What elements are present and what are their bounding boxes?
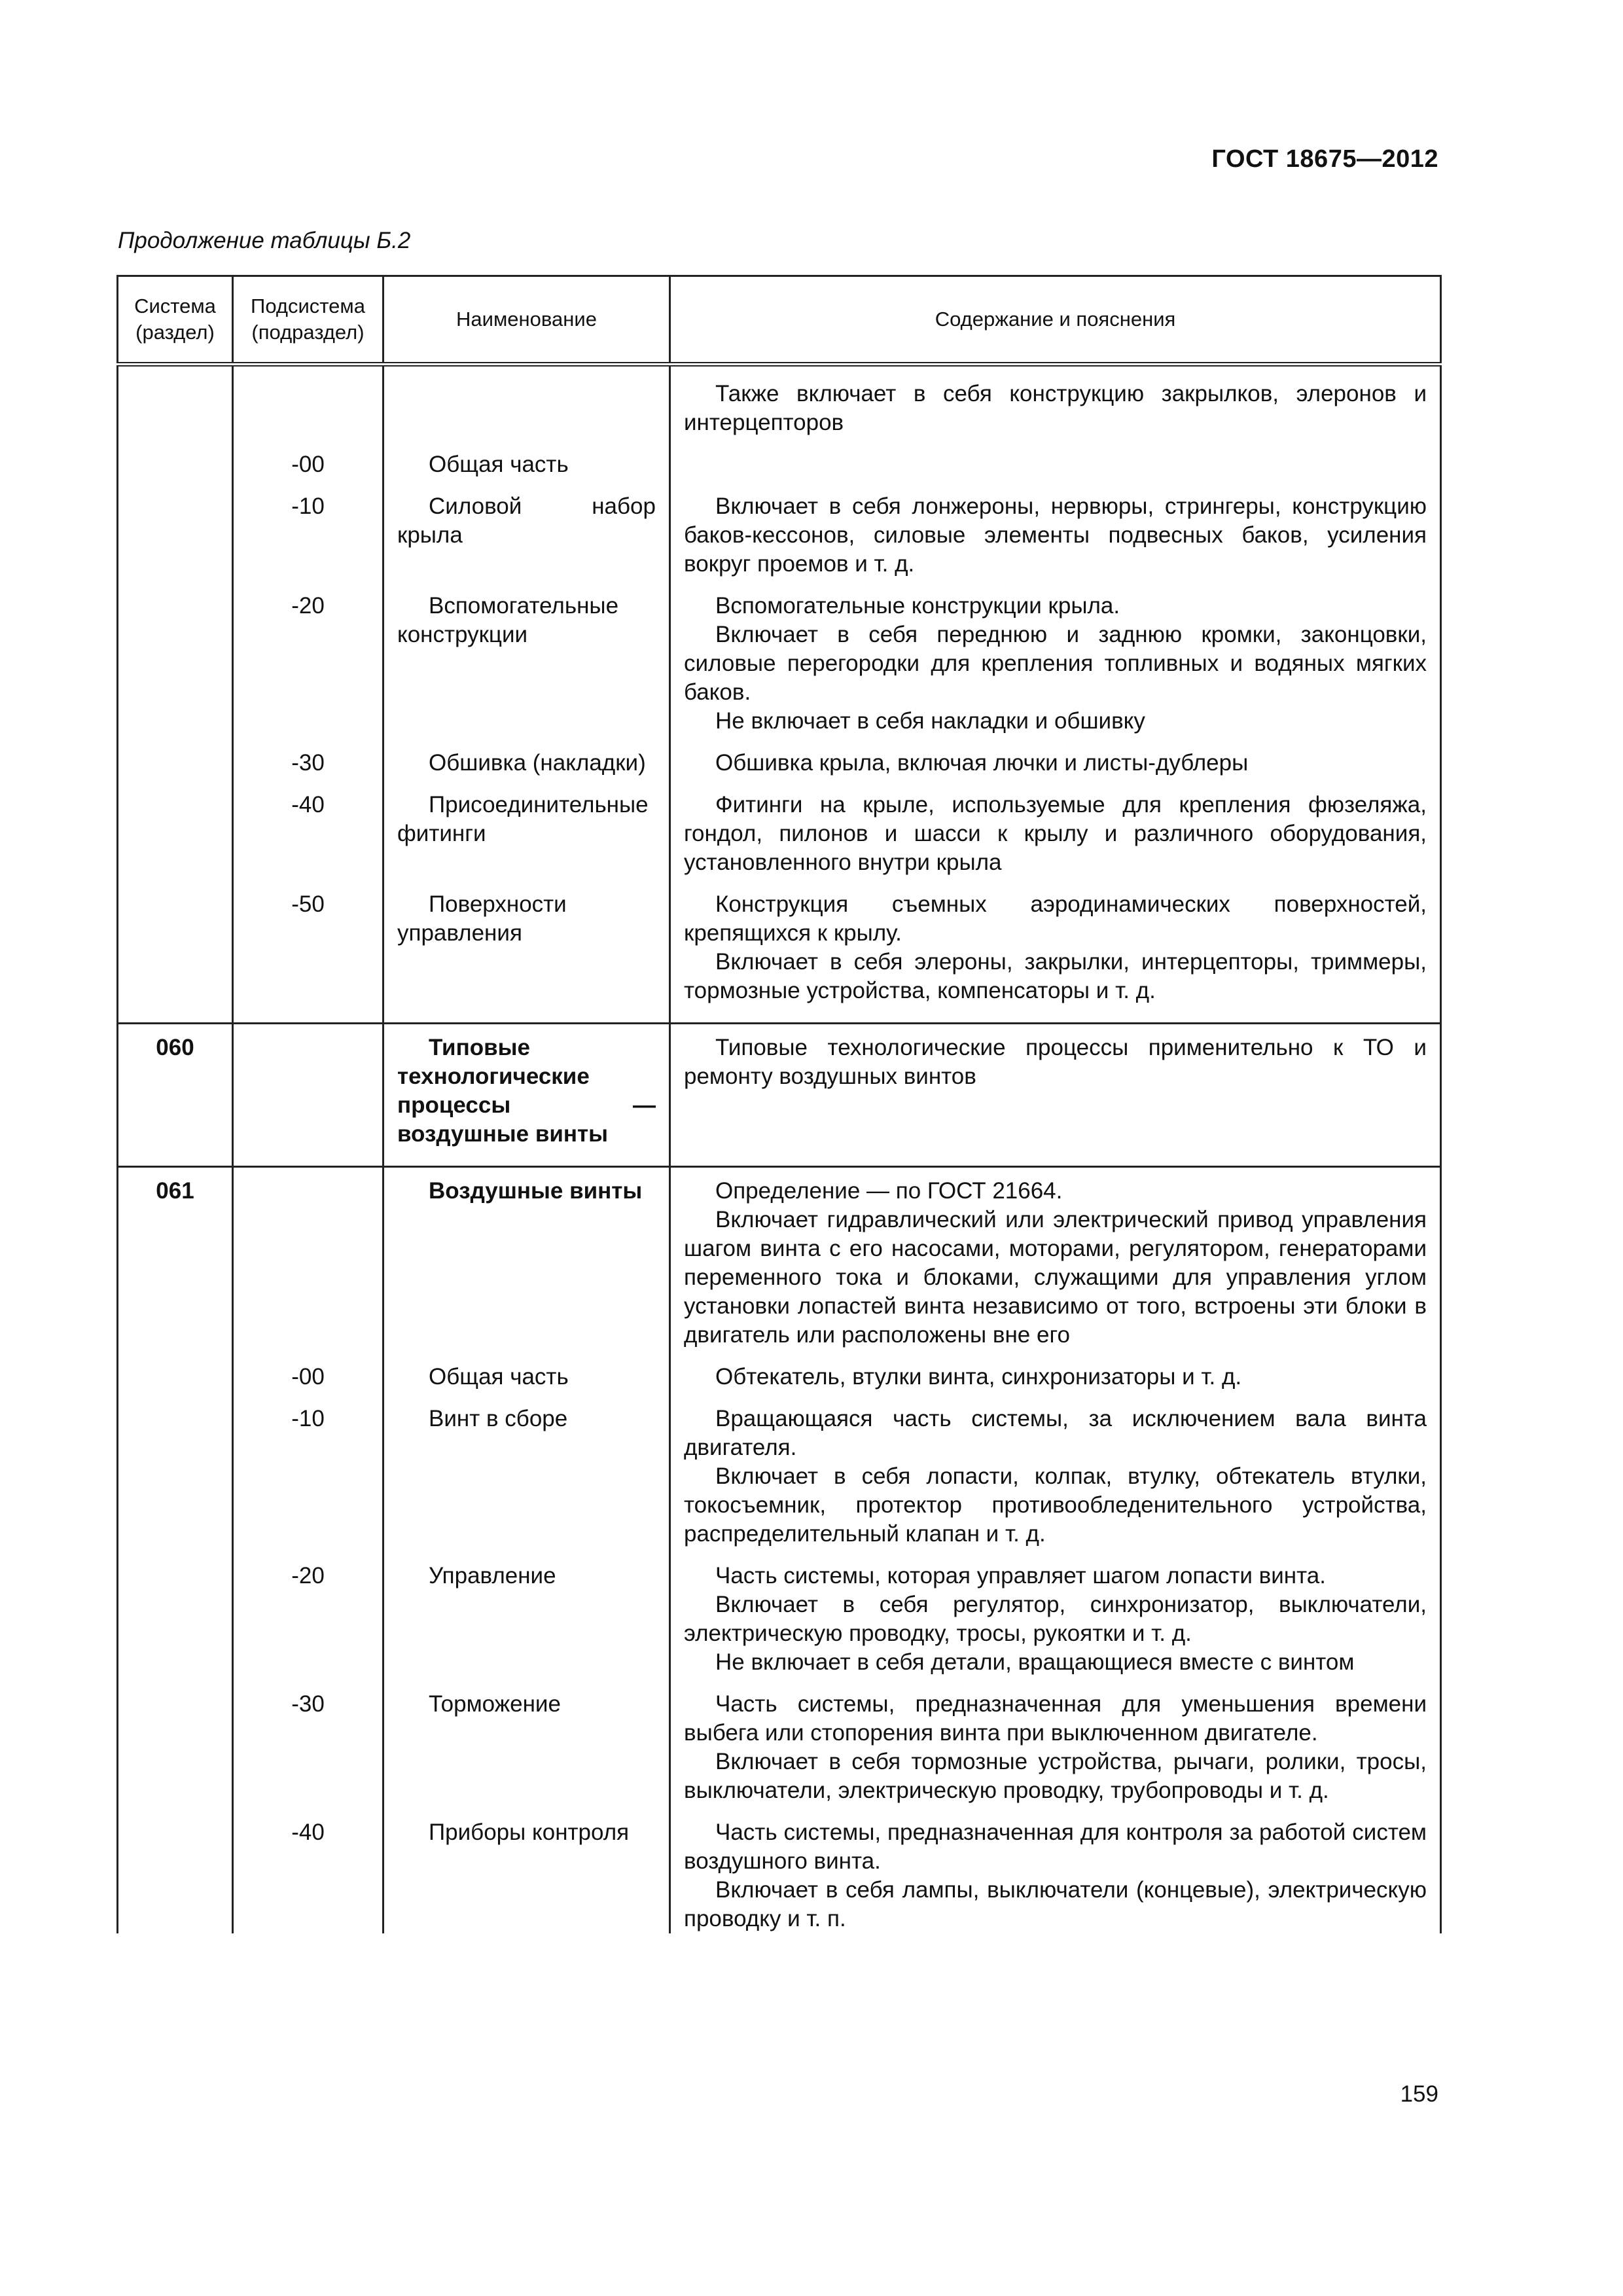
table-header-row <box>118 276 1441 365</box>
content-paragraph: Включает в себя регулятор, синхронизатор, выключатели, электрическую проводку, тросы, рукоятки и т. д. <box>684 1592 1427 1646</box>
table-row <box>118 1167 1441 1350</box>
cell-system: 060 <box>118 1024 233 1167</box>
name-text: Обшивка (накладки) <box>429 750 646 776</box>
cell-content <box>670 1391 1441 1549</box>
cell-subsystem <box>233 365 383 438</box>
cell-subsystem: -20 <box>233 1549 383 1677</box>
cell-subsystem: -30 <box>233 736 383 778</box>
content-paragraph: Вращающаяся часть системы, за исключением вала винта двигателя. <box>684 1406 1427 1460</box>
cell-system: 061 <box>118 1167 233 1350</box>
cell-system <box>118 579 233 736</box>
cell-system <box>118 1391 233 1549</box>
cell-name <box>383 1677 670 1805</box>
table-row <box>118 437 1441 479</box>
page-number: 159 <box>1400 2081 1438 2107</box>
cell-name <box>383 479 670 579</box>
content-paragraph: Включает гидравлический или электрический привод управления шагом винта с его насосами, моторами, регулятором, генераторами переменного тока и блоками, служащими для управления углом установки лопастей винта независимо от того, встроены эти блоки в двигатель или расположены вне его <box>684 1207 1427 1348</box>
cell-name <box>383 1549 670 1677</box>
name-text: Общая часть <box>429 1364 569 1390</box>
cell-system <box>118 1350 233 1391</box>
cell-name <box>383 365 670 438</box>
content-paragraph: Определение — по ГОСТ 21664. <box>715 1178 1063 1204</box>
document-code: ГОСТ 18675—2012 <box>1211 145 1438 173</box>
content-paragraph: Включает в себя лопасти, колпак, втулку, обтекатель втулки, токосъемник, протектор противообледенительного устройства, распределительный клапан и т. д. <box>684 1463 1427 1547</box>
content-paragraph: Типовые технологические процессы применительно к ТО и ремонту воздушных винтов <box>684 1035 1427 1089</box>
cell-name <box>383 1024 670 1167</box>
cell-system <box>118 877 233 1024</box>
cell-subsystem <box>233 1167 383 1350</box>
cell-name <box>383 437 670 479</box>
table-row <box>118 1549 1441 1677</box>
cell-content <box>670 579 1441 736</box>
table-row <box>118 1350 1441 1391</box>
content-paragraph: Обшивка крыла, включая лючки и листы-дублеры <box>715 750 1249 776</box>
cell-subsystem: -20 <box>233 579 383 736</box>
content-paragraph: Включает в себя элероны, закрылки, интерцепторы, триммеры, тормозные устройства, компенсаторы и т. д. <box>684 949 1427 1003</box>
name-text: Вспомогательные конструкции <box>397 593 619 647</box>
cell-name <box>383 1350 670 1391</box>
content-paragraph: Не включает в себя накладки и обшивку <box>715 708 1145 734</box>
cell-system <box>118 1549 233 1677</box>
column-header-content: Содержание и пояснения <box>670 276 1441 365</box>
column-header-system: Система (раздел) <box>118 276 233 365</box>
table-caption: Продолжение таблицы Б.2 <box>118 228 411 253</box>
column-header-subsystem: Подсистема (подраздел) <box>233 276 383 365</box>
content-paragraph: Конструкция съемных аэродинамических поверхностей, крепящихся к крылу. <box>684 891 1427 946</box>
cell-content <box>670 877 1441 1024</box>
content-paragraph: Также включает в себя конструкцию закрылков, элеронов и интерцепторов <box>684 381 1427 435</box>
content-paragraph: Вспомогательные конструкции крыла. <box>715 593 1120 619</box>
content-paragraph: Включает в себя лонжероны, нервюры, стрингеры, конструкцию баков-кессонов, силовые элементы подвесных баков, усиления вокруг проемов и т. д. <box>684 493 1427 577</box>
content-paragraph: Фитинги на крыле, используемые для крепления фюзеляжа, гондол, пилонов и шасси к крылу и различного оборудования, установленного внутри крыла <box>684 792 1427 875</box>
cell-system <box>118 365 233 438</box>
table-row <box>118 736 1441 778</box>
column-header-name: Наименование <box>383 276 670 365</box>
name-text: Типовые технологические процессы — воздушные винты <box>397 1035 656 1147</box>
content-paragraph: Часть системы, предназначенная для уменьшения времени выбега или стопорения винта при выключенном двигателе. <box>684 1691 1427 1746</box>
cell-content <box>670 1805 1441 1933</box>
name-text: Приборы контроля <box>429 1820 630 1845</box>
table-row <box>118 1391 1441 1549</box>
cell-subsystem: -10 <box>233 479 383 579</box>
cell-subsystem: -40 <box>233 778 383 877</box>
cell-subsystem: -50 <box>233 877 383 1024</box>
classification-table <box>116 275 1442 1933</box>
cell-subsystem: -00 <box>233 437 383 479</box>
cell-system <box>118 1805 233 1933</box>
name-text: Управление <box>429 1563 556 1588</box>
cell-content <box>670 1350 1441 1391</box>
table-row <box>118 877 1441 1024</box>
cell-content <box>670 1549 1441 1677</box>
cell-subsystem: -40 <box>233 1805 383 1933</box>
cell-system <box>118 479 233 579</box>
name-text: Винт в сборе <box>429 1406 568 1431</box>
cell-system <box>118 437 233 479</box>
cell-name <box>383 579 670 736</box>
cell-system <box>118 736 233 778</box>
table-row <box>118 479 1441 579</box>
content-paragraph: Включает в себя лампы, выключатели (концевые), электрическую проводку и т. п. <box>684 1877 1427 1931</box>
table-row <box>118 365 1441 438</box>
name-text: Силовой набор крыла <box>397 493 656 548</box>
content-paragraph: Включает в себя тормозные устройства, рычаги, ролики, тросы, выключатели, электрическую проводку, трубопроводы и т. д. <box>684 1749 1427 1803</box>
cell-subsystem <box>233 1024 383 1167</box>
table-row <box>118 579 1441 736</box>
name-text: Воздушные винты <box>429 1178 643 1204</box>
cell-name <box>383 778 670 877</box>
cell-system <box>118 778 233 877</box>
table-row <box>118 1024 1441 1167</box>
cell-content <box>670 1024 1441 1167</box>
name-text: Торможение <box>429 1691 561 1717</box>
content-paragraph: Включает в себя переднюю и заднюю кромки, законцовки, силовые перегородки для крепления топливных и водяных мягких баков. <box>684 622 1427 705</box>
cell-content <box>670 479 1441 579</box>
content-paragraph: Не включает в себя детали, вращающиеся вместе с винтом <box>715 1649 1355 1675</box>
cell-name <box>383 1391 670 1549</box>
table-row <box>118 1677 1441 1805</box>
name-text: Поверхности управления <box>397 891 567 946</box>
cell-content <box>670 1677 1441 1805</box>
cell-content <box>670 736 1441 778</box>
name-text: Присоединительные фитинги <box>397 792 649 846</box>
content-paragraph: Часть системы, которая управляет шагом лопасти винта. <box>715 1563 1326 1588</box>
cell-subsystem: -30 <box>233 1677 383 1805</box>
cell-name <box>383 1805 670 1933</box>
cell-name <box>383 877 670 1024</box>
cell-content <box>670 1167 1441 1350</box>
content-paragraph: Обтекатель, втулки винта, синхронизаторы и т. д. <box>715 1364 1242 1390</box>
content-paragraph: Часть системы, предназначенная для контроля за работой систем воздушного винта. <box>684 1820 1427 1874</box>
cell-content <box>670 778 1441 877</box>
cell-name <box>383 1167 670 1350</box>
cell-name <box>383 736 670 778</box>
table-row <box>118 778 1441 877</box>
cell-system <box>118 1677 233 1805</box>
cell-content <box>670 365 1441 438</box>
cell-content <box>670 437 1441 479</box>
table-row <box>118 1805 1441 1933</box>
cell-subsystem: -00 <box>233 1350 383 1391</box>
name-text: Общая часть <box>429 452 569 477</box>
cell-subsystem: -10 <box>233 1391 383 1549</box>
